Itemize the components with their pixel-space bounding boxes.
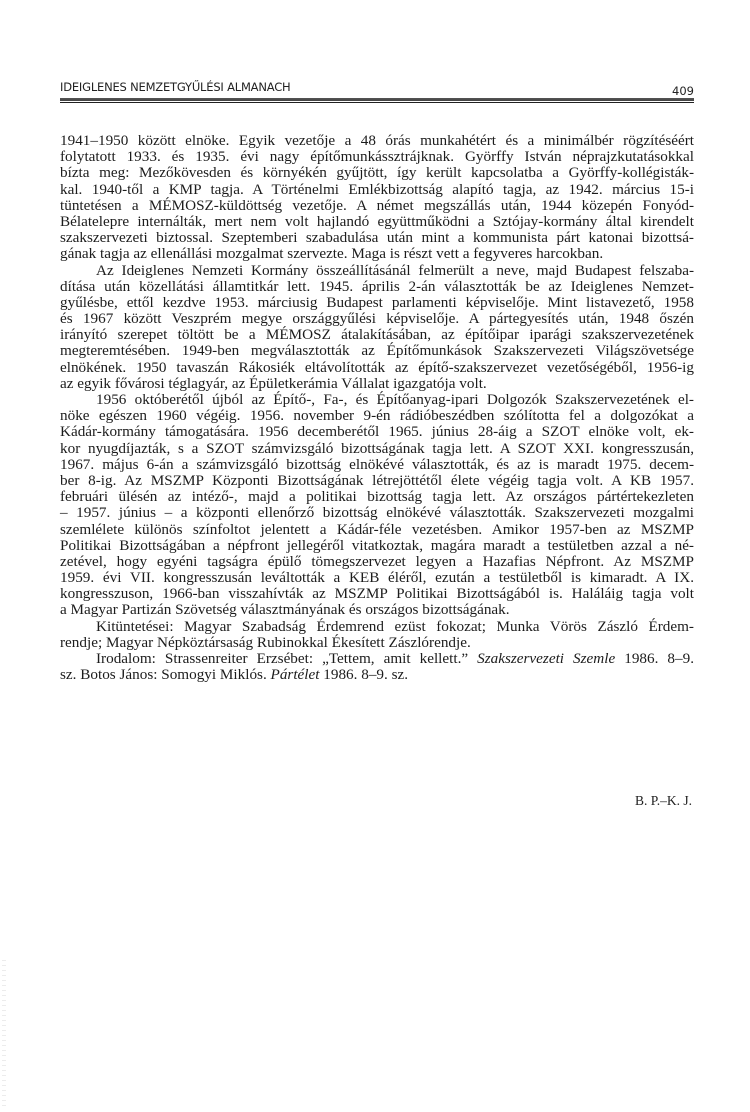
author-signature: B. P.–K. J.	[634, 793, 692, 808]
text-line: februári ülésén az intéző-, majd a politikai bizottság tagja lett. Az országos pártértekezleten	[60, 488, 694, 506]
reference-text: Irodalom: Strassenreiter Erzsébet: „Tettem, amit kellett.”	[96, 650, 478, 667]
text-line: gának tagja az ellenállási mozgalmat szervezte. Maga is részt vett a fegyveres harcokban.	[60, 245, 604, 263]
text-line: nöke egészen 1960 végéig. 1956. november 9-én rádióbeszédben szólította fel a dolgozókat a	[60, 407, 694, 425]
text-line: Kádár-kormány támogatására. 1956 decemberétől 1965. június 28-áig a SZOT elnöke volt, ek-	[60, 423, 694, 441]
header-rule	[60, 98, 694, 103]
text-line: ber 8-ig. Az MSZMP Központi Bizottságának létrejöttétől élete végéig tagja volt. A KB 1957.	[60, 471, 694, 489]
reference-line	[60, 651, 694, 667]
text-line: Bélatelepre internálták, mert nem volt hajlandó együttműködni a Sztójay-kormány által kirendelt	[60, 212, 694, 230]
page-header	[60, 74, 694, 96]
text-line: rendje; Magyar Népköztársaság Rubinokkal Ékesített Zászlórendje.	[60, 633, 471, 651]
paragraph-1	[60, 133, 694, 263]
text-line: – 1957. június – a központi ellenőrző bizottság elnökévé választották. Szakszervezeti mozgalmi	[60, 504, 694, 522]
text-line: kal. 1940-től a KMP tagja. A Történelmi Emlékbizottság alapító tagja, az 1942. március 15-i	[60, 180, 694, 198]
text-line: megteremtésében. 1949-ben megválasztották az Építőmunkások Szakszervezeti Világszövetsége	[60, 342, 694, 360]
text-line: kor nyugdíjazták, s a SZOT számvizsgáló bizottságának tagja lett. A SZOT XXI. kongresszusán,	[60, 439, 694, 457]
text-line: szakszervezeti biztossal. Szeptemberi szabadulása után mint a kommunista párt katonai bizottsá-	[60, 229, 694, 247]
text-line: tüntetésen a MÉMOSZ-küldöttség vezetője. A német megszállás után, 1944 közepén Fonyód-	[60, 196, 694, 214]
text-line: zetével, hogy egyéni tagságra épülő tömegszervezet legyen a Hazafias Népfront. Az MSZMP	[60, 552, 694, 570]
text-line: folytatott 1933. és 1935. évi nagy építőmunkássztrájknak. Györffy István néprajzkutatásokkal	[60, 148, 694, 166]
text-line: az egyik fővárosi téglagyár, az Épületkerámia Vállalat igazgatója volt.	[60, 374, 487, 392]
text-line: a Magyar Partizán Szövetség választmányának és országos bizottságának.	[60, 601, 510, 619]
reference-text: 1986. 8–9. sz.	[319, 666, 409, 684]
text-line: 1967. május 6-án a számvizsgáló bizottság elnökévé választották, és az is maradt 1975. decem-	[60, 455, 694, 473]
text-line: irányító szerepet töltött be a MÉMOSZ átalakításában, az építőipar iparági szakszervezetének	[60, 326, 694, 344]
reference-text: 1986. 8–9.	[615, 650, 694, 667]
references	[60, 651, 694, 683]
scan-edge-artifact	[2, 960, 6, 1110]
reference-text: sz. Botos János: Somogyi Miklós.	[60, 666, 271, 684]
paragraph-2	[60, 263, 694, 393]
text-line: kongresszuson, 1966-ban visszahívták az MSZMP Politikai Bizottságából is. Haláláig tagja volt	[60, 585, 694, 603]
text-line: gyűlésbe, ettől kezdve 1953. márciusig Budapest parlamenti képviselője. Mint listavezető, 1958	[60, 293, 694, 311]
text-line: szemlélete különös színfoltot jelentett a Kádár-féle vezetésben. Amikor 1957-ben az MSZMP	[60, 520, 694, 538]
journal-title: Szakszervezeti Szemle	[477, 650, 616, 667]
text-line: bízta meg: Mezőkövesden és környékén gyűjtött, így került kapcsolatba a Györffy-kollégisták-	[60, 164, 694, 182]
article-body	[60, 133, 694, 683]
text-line: és 1967 között Veszprém megye országgyűlési képviselője. A pártegyesítés után, 1948 őszén	[60, 310, 694, 328]
text-line: 1941–1950 között elnöke. Egyik vezetője a 48 órás munkahétért és a minimálbér rögzítéséért	[60, 132, 694, 149]
text-line: Politikai Bizottságában a népfront jellegéről vitatkoztak, magára maradt a testületben azzal a né-	[60, 536, 694, 554]
text-line: elnökének. 1950 tavaszán Rákosiék eltávolították az építő-szakszervezet vezetőségéből, 1956-ig	[60, 358, 694, 376]
page-number: 409	[672, 84, 694, 98]
text-line: Kitüntetései: Magyar Szabadság Érdemrend ezüst fokozat; Munka Vörös Zászló Érdem-	[96, 617, 694, 635]
paragraph-awards	[60, 619, 694, 651]
running-title: IDEIGLENES NEMZETGYŰLÉSI ALMANACH	[60, 80, 291, 94]
text-line: dítása után közellátási államtitkár lett. 1945. április 2-án választották be az Ideiglenes Nemzet-	[60, 277, 694, 295]
text-line: 1959. évi VII. kongresszusán leváltották a KEB éléről, ezután a testületből is kimaradt. A IX.	[60, 569, 694, 587]
text-line: Az Ideiglenes Nemzeti Kormány összeállításánál felmerült a neve, majd Budapest felszaba-	[96, 261, 694, 279]
text-line: 1956 októberétől újból az Építő-, Fa-, és Építőanyag-ipari Dolgozók Szakszervezetének el-	[96, 391, 694, 408]
reference-line	[60, 667, 694, 683]
paragraph-3	[60, 392, 694, 619]
journal-title: Pártélet	[270, 666, 320, 684]
